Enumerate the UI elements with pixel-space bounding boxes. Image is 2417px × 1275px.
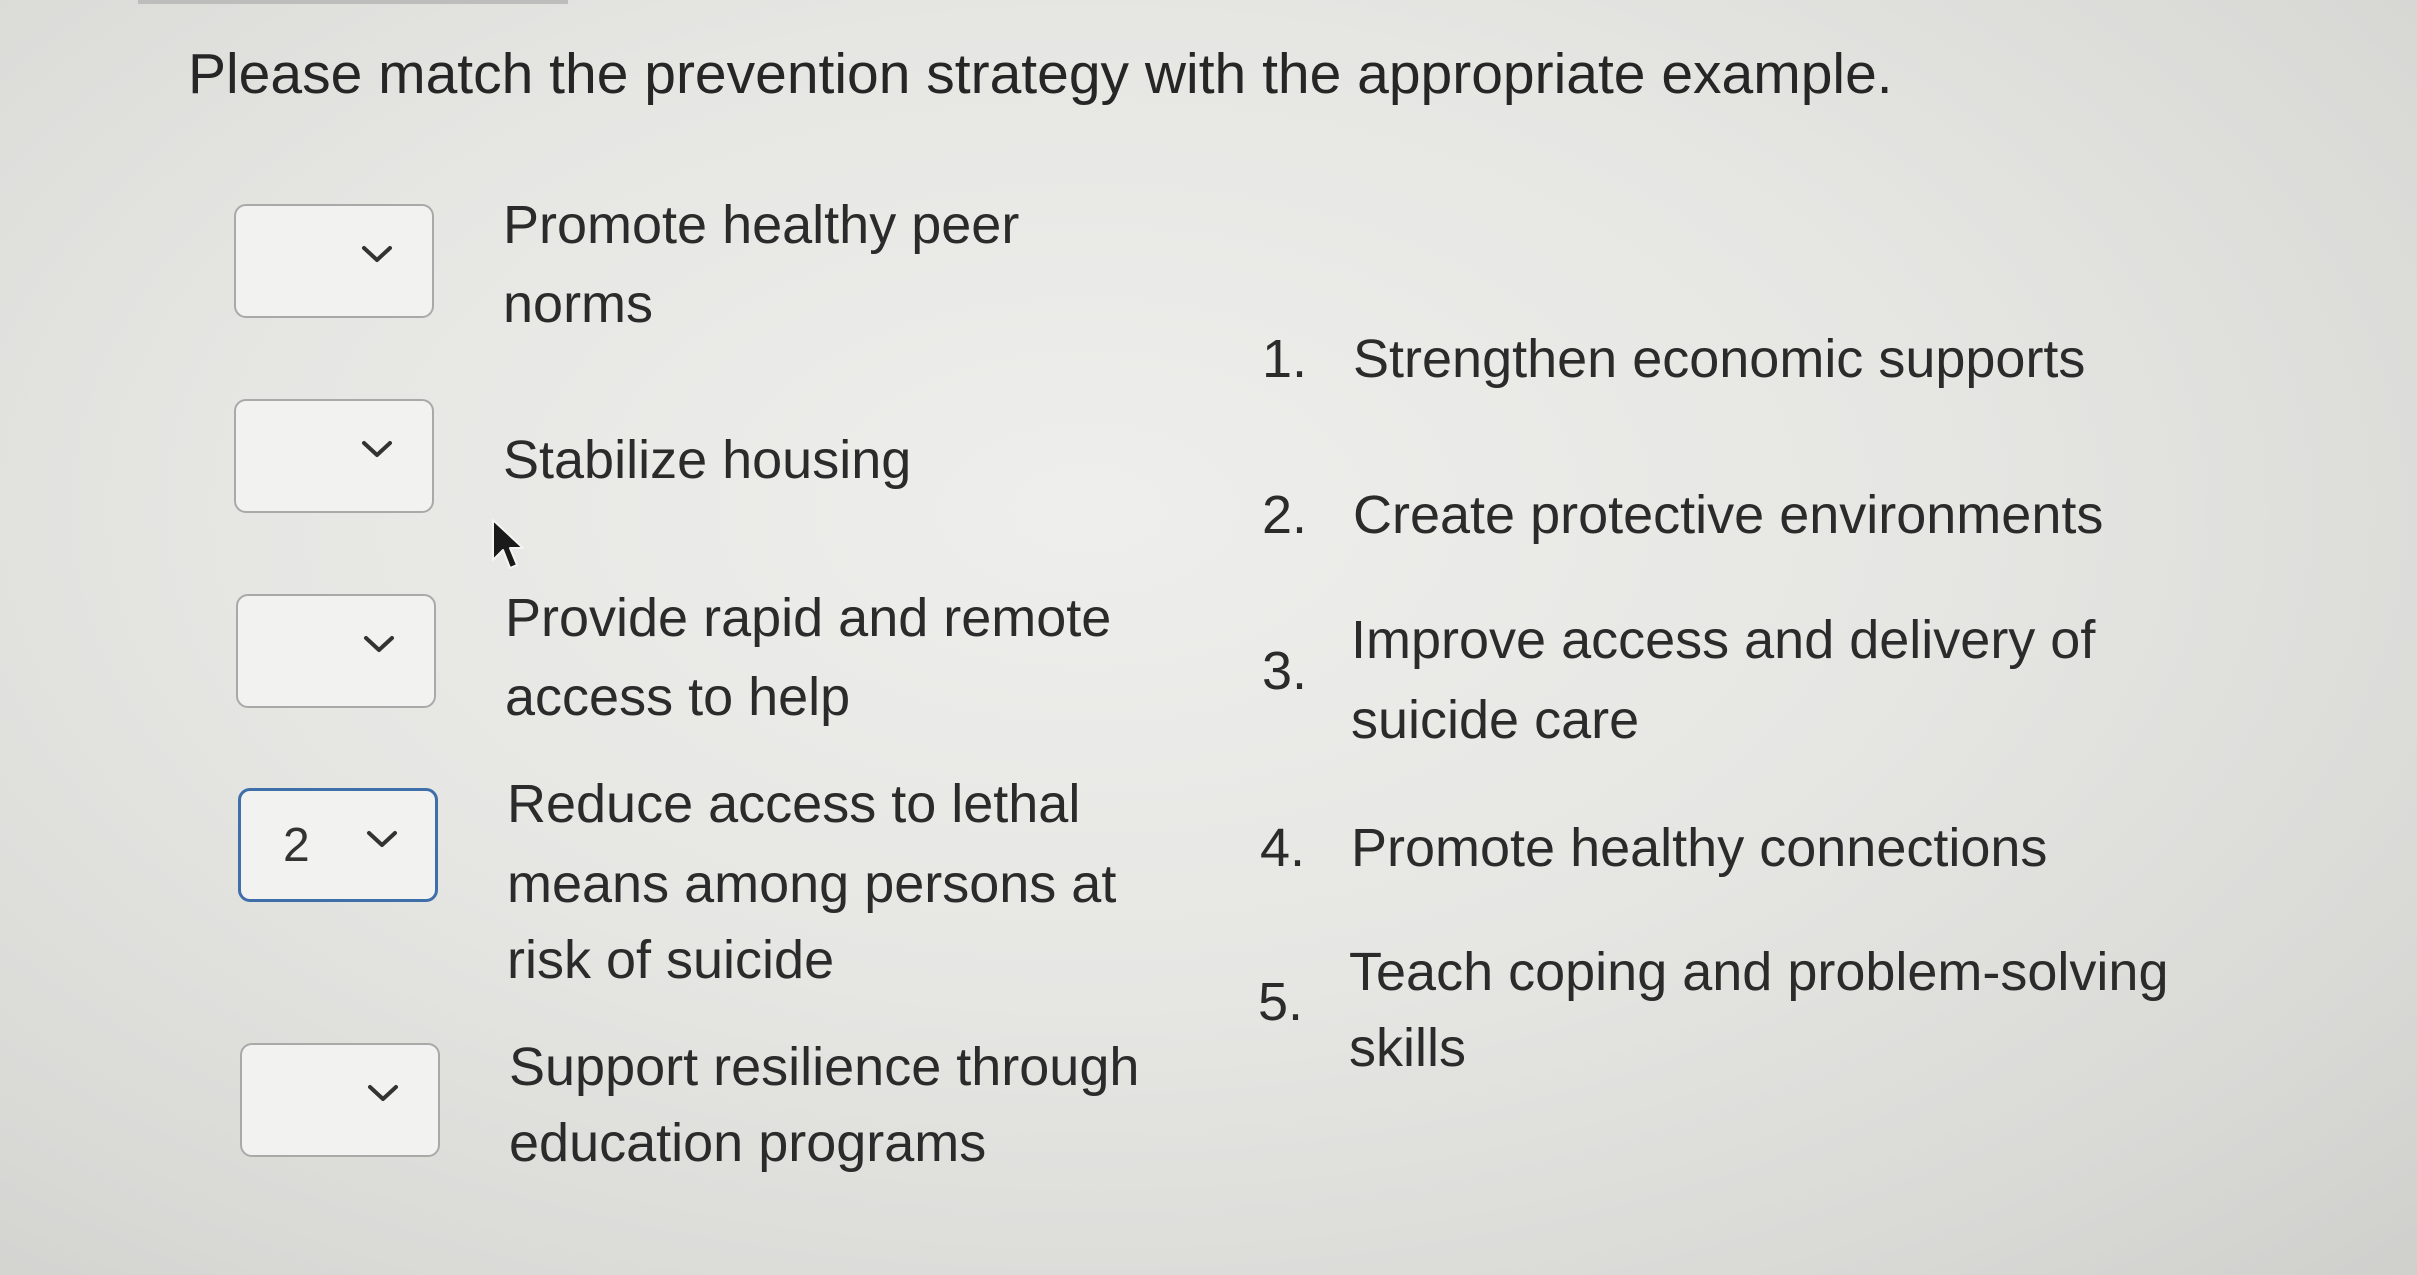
example-1-line-1: Promote healthy peer xyxy=(503,195,1020,255)
match-select-4[interactable] xyxy=(238,788,438,902)
strategy-4-number: 4. xyxy=(1260,818,1306,878)
match-select-2[interactable] xyxy=(234,399,434,513)
example-2-line-1: Stabilize housing xyxy=(503,430,912,490)
strategy-2-number: 2. xyxy=(1262,485,1308,545)
match-select-3[interactable] xyxy=(236,594,436,708)
example-3-line-1: Provide rapid and remote xyxy=(505,588,1112,648)
strategy-5-line-2: skills xyxy=(1349,1018,1466,1078)
select-value: 2 xyxy=(283,819,310,872)
match-select-5[interactable] xyxy=(240,1043,440,1157)
strategy-1-number: 1. xyxy=(1262,329,1308,389)
chevron-down-icon xyxy=(360,244,394,264)
strategy-3-line-1: Improve access and delivery of xyxy=(1351,610,2096,670)
example-4-line-1: Reduce access to lethal xyxy=(507,774,1081,834)
top-divider xyxy=(138,0,568,4)
chevron-down-icon xyxy=(366,1083,400,1103)
example-1-line-2: norms xyxy=(503,274,654,334)
example-4-line-2: means among persons at xyxy=(507,854,1117,914)
strategy-1-line-1: Strengthen economic supports xyxy=(1353,329,2086,389)
mouse-pointer-icon xyxy=(490,518,526,572)
question-text: Please match the prevention strategy with the appropriate example. xyxy=(188,42,1893,106)
strategy-5-line-1: Teach coping and problem-solving xyxy=(1349,942,2169,1002)
match-select-1[interactable] xyxy=(234,204,434,318)
strategy-3-line-2: suicide care xyxy=(1351,690,1640,750)
strategy-3-number: 3. xyxy=(1262,641,1308,701)
chevron-down-icon xyxy=(360,439,394,459)
chevron-down-icon xyxy=(365,829,399,849)
strategy-4-line-1: Promote healthy connections xyxy=(1351,818,2048,878)
strategy-2-line-1: Create protective environments xyxy=(1353,485,2104,545)
example-5-line-2: education programs xyxy=(509,1113,987,1173)
strategy-5-number: 5. xyxy=(1258,972,1304,1032)
example-5-line-1: Support resilience through xyxy=(509,1037,1140,1097)
example-3-line-2: access to help xyxy=(505,667,851,727)
chevron-down-icon xyxy=(362,634,396,654)
example-4-line-3: risk of suicide xyxy=(507,930,835,990)
